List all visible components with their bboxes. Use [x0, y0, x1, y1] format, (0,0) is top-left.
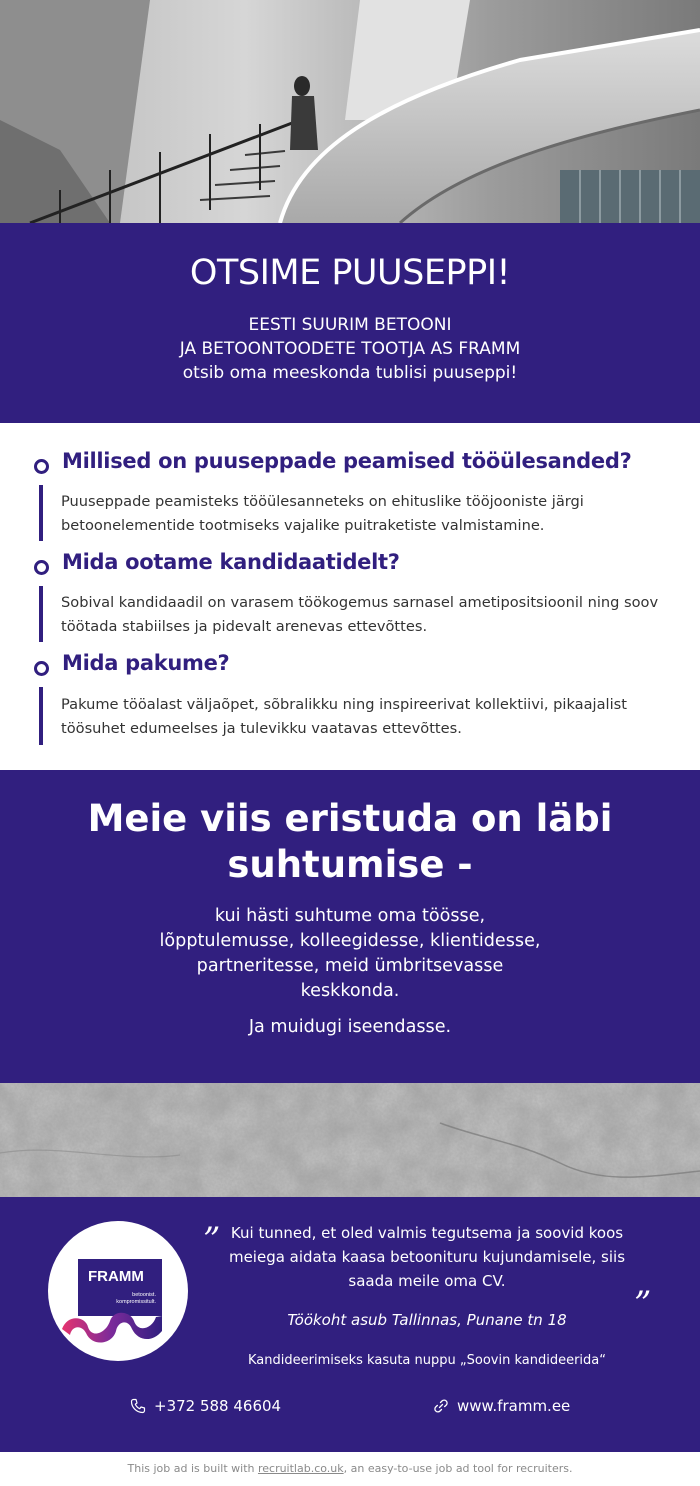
recruitlab-link[interactable]: recruitlab.co.uk [257, 1462, 344, 1475]
link-icon [433, 1398, 449, 1414]
section-question: Mida ootame kandidaatidelt? [62, 550, 400, 574]
intro-line: otsib oma meeskonda tublisi puuseppi! [182, 363, 518, 383]
website-link[interactable] [433, 1397, 570, 1415]
phone-number: +372 588 46604 [154, 1397, 282, 1415]
company-intro [0, 313, 700, 385]
bullet-ring-icon [34, 661, 49, 676]
framm-logo [48, 1221, 188, 1361]
website-url: www.framm.ee [457, 1397, 571, 1415]
values-body-line: lõpptulemusse, kolleegidesse, klientidesse, [159, 931, 541, 951]
values-title-line: Meie viis eristuda on läbi [87, 797, 613, 840]
phone-link[interactable] [130, 1397, 281, 1415]
builder-credit [0, 1452, 700, 1486]
cta-quote-line: meiega aidata kaasa betoonituru kujundamisele, siis [228, 1248, 626, 1266]
values-title-line: suhtumise - [227, 843, 473, 886]
logo-tagline-text: kompromissitult. [116, 1299, 156, 1305]
section-question: Mida pakume? [62, 651, 230, 675]
concrete-texture-photo [0, 1083, 700, 1197]
section-answer: Puuseppade peamisteks tööülesanneteks on ehituslike tööjooniste järgi betoonelementide tootmiseks vajalike puitraketiste valmistamine. [61, 493, 584, 534]
logo-tagline-text: betoonist. [132, 1292, 156, 1298]
intro-line: EESTI SUURIM BETOONI [248, 315, 452, 335]
credit-prefix: This job ad is built with [127, 1462, 258, 1475]
header-banner [0, 223, 700, 423]
cta-quote [222, 1221, 632, 1293]
quote-open-icon: ” [203, 1220, 221, 1260]
cta-quote-line: saada meile oma CV. [348, 1272, 506, 1290]
values-banner [0, 770, 700, 1083]
job-location: Töökoht asub Tallinnas, Punane tn 18 [287, 1311, 567, 1329]
section-answer: Pakume tööalast väljaõpet, sõbralikku ning inspireerivat kollektiivi, pikaajalist töösuhet edumeelses ja tulevikku vaatavas ettevõttes. [61, 696, 627, 737]
contact-footer [0, 1197, 700, 1452]
qa-section-requirements [0, 550, 700, 650]
section-divider-bar [39, 485, 43, 541]
phone-icon [130, 1398, 146, 1414]
cta-quote-line: Kui tunned, et oled valmis tegutsema ja soovid koos [230, 1224, 624, 1242]
section-divider-bar [39, 586, 43, 642]
apply-hint: Kandideerimiseks kasuta nuppu „Soovin kandideerida“ [248, 1353, 606, 1368]
values-closing: Ja muidugi iseendasse. [248, 1017, 452, 1037]
section-answer: Sobival kandidaadil on varasem töökogemus sarnasel ametipositsioonil ning soov töötada stabiilses ja pidevalt arenevas ettevõttes. [61, 594, 659, 635]
qa-section-duties [0, 449, 700, 549]
section-divider-bar [39, 687, 43, 745]
quote-close-icon: ” [634, 1284, 652, 1324]
values-body [0, 904, 700, 1004]
qa-section-offer [0, 651, 700, 751]
job-title: OTSIME PUUSEPPI! [189, 253, 511, 293]
credit-suffix: , an easy-to-use job ad tool for recruiters. [343, 1462, 573, 1475]
hero-photo [0, 0, 700, 223]
section-question: Millised on puuseppade peamised tööülesanded? [62, 449, 632, 473]
bullet-ring-icon [34, 459, 49, 474]
intro-line: JA BETOONTOODETE TOOTJA AS FRAMM [179, 339, 521, 359]
values-body-line: partneritesse, meid ümbritsevasse [196, 956, 504, 976]
values-body-line: kui hästi suhtume oma töösse, [214, 906, 486, 926]
bullet-ring-icon [34, 560, 49, 575]
logo-brand-text: FRAMM [88, 1268, 144, 1285]
values-body-line: keskkonda. [300, 981, 400, 1001]
values-title [0, 796, 700, 888]
